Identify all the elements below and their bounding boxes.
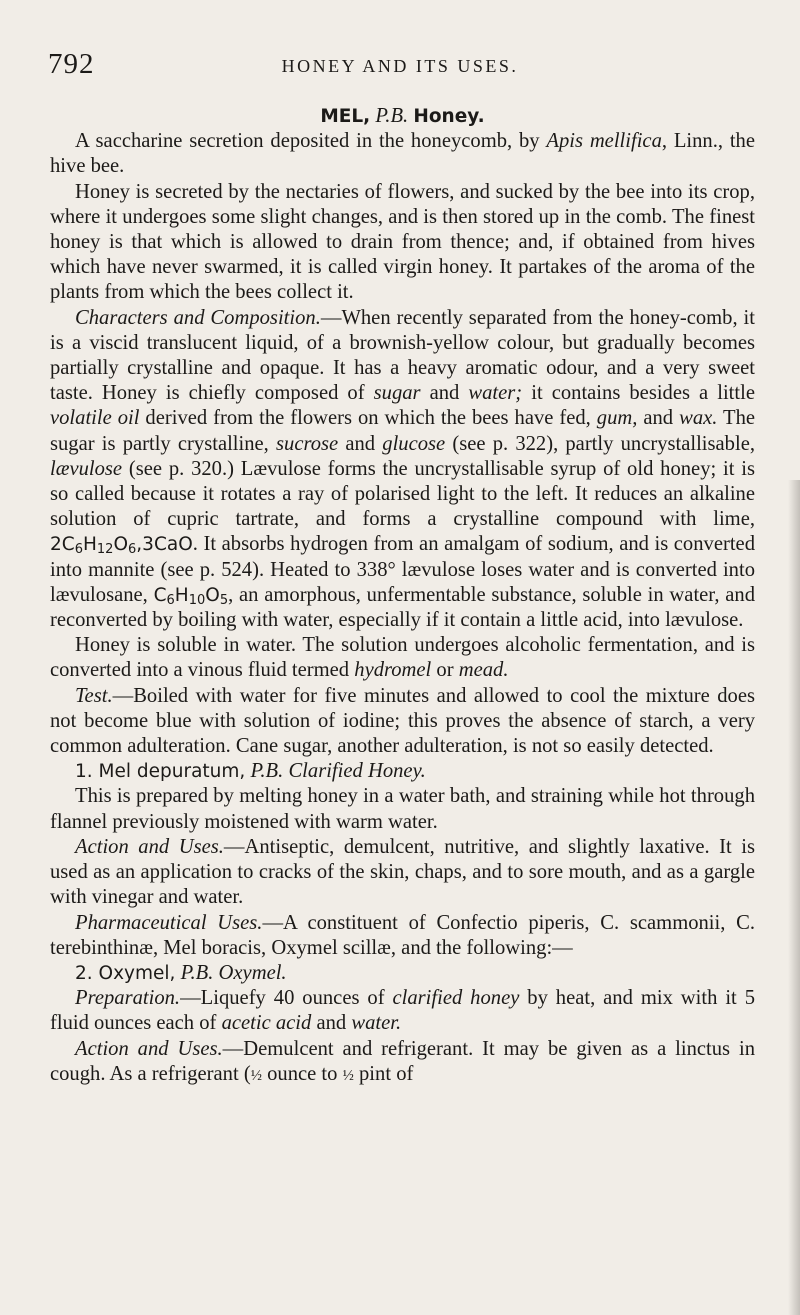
- section-label: Preparation.: [75, 987, 181, 1010]
- paragraph-preparation-clarified: This is prepared by melting honey in a water bath, and straining while hot through flannel previously moistened with warm water.: [50, 785, 755, 833]
- subheading-oxymel: 2. Oxymel, P.B. Oxymel.: [75, 961, 287, 984]
- fraction: ½: [342, 1067, 354, 1084]
- section-label: Action and Uses.: [75, 835, 224, 858]
- paragraph-fermentation: Honey is soluble in water. The solution undergoes alcoholic fermentation, and is converted into a vinous fluid termed hydromel or mead.: [50, 634, 755, 682]
- section-label: Characters and Composition.: [75, 306, 321, 329]
- paragraph-definition: A saccharine secretion deposited in the honeycomb, by Apis mellifica, Linn., the hive bee.: [50, 130, 755, 178]
- running-title: HONEY AND ITS USES.: [281, 56, 519, 76]
- section-label: Pharmaceutical Uses.: [75, 911, 263, 934]
- page-body: [50, 104, 755, 1089]
- formula-compound: $2C_6H_{12}O_6,3CaO$: [50, 534, 193, 558]
- section-label: Action and Uses.: [75, 1037, 223, 1060]
- paragraph-origin: Honey is secreted by the nectaries of flowers, and sucked by the bee into its crop, where it undergoes some slight changes, and is then stored up in the comb. The finest honey is that which is allowed to drain from thence; and, if obtained from hives which have never swarmed, it is called virgin honey. It partakes of the aroma of the plants from which the bees collect it.: [50, 180, 755, 304]
- paragraph-oxymel-preparation: Preparation.—Liquefy 40 ounces of clarified honey by heat, and mix with it 5 fluid ounces each of acetic acid and water.: [50, 987, 755, 1035]
- page-header: [0, 48, 800, 88]
- section-label: Test.: [75, 684, 113, 707]
- entry-english: Honey.: [413, 106, 485, 127]
- paragraph-action-uses: Action and Uses.—Antiseptic, demulcent, nutritive, and slightly laxative. It is used as an application to cracks of the skin, chaps, and to sore mouth, and as a gargle with vinegar and water.: [50, 835, 755, 909]
- entry-heading: [50, 104, 755, 129]
- paragraph-oxymel-action: Action and Uses.—Demulcent and refrigerant. It may be given as a linctus in cough. As a refrigerant (½ ounce to ½ pint of: [50, 1037, 755, 1085]
- entry-abbr: P.B.: [375, 105, 409, 127]
- fraction: ½: [250, 1067, 262, 1084]
- paragraph-test: Test.—Boiled with water for five minutes and allowed to cool the mixture does not become blue with solution of iodine; this proves the absence of starch, a very common adulteration. Cane sugar, another adulteration, is not so easily detected.: [50, 684, 755, 758]
- formula-laevulosane: $C_6H_{10}O_5$: [153, 584, 229, 608]
- page-edge-shadow: [788, 480, 800, 1315]
- paragraph-pharmaceutical-uses: Pharmaceutical Uses.—A constituent of Confectio piperis, C. scammonii, C. terebinthinæ, Mel boracis, Oxymel scillæ, and the following:—: [50, 911, 756, 959]
- entry-name: MEL,: [320, 106, 371, 127]
- paragraph-composition: Characters and Composition.—When recently separated from the honey-comb, it is a viscid translucent liquid, of a brownish-yellow colour, but gradually becomes partially crystalline and opaque. It has a heavy aromatic odour, and a very sweet taste. Honey is chiefly composed of sugar and water; it contains besides a little volatile oil derived from the flowers on which the bees have fed, gum, and wax. The sugar is partly crystalline, sucrose and glucose (see p. 322), partly uncrystallisable, lævulose (see p. 320.) Lævulose forms the uncrystallisable syrup of old honey; it is so called because it rotates a ray of polarised light to the left. It reduces an alkaline solution of cupric tartrate, and forms a crystalline compound with lime, $2C_6H_{12}O_6,3CaO$. It absorbs hydrogen from an amalgam of sodium, and is converted into mannite (see p. 524). Heated to 338° lævulose loses water and is converted into lævulosane, $C_6H_{10}O_5$, an amorphous, unfermentable substance, soluble in water, and reconverted by boiling with water, especially if it contain a little acid, into lævulose.: [50, 306, 756, 632]
- subheading-clarified-honey: 1. Mel depuratum, P.B. Clarified Honey.: [75, 760, 426, 783]
- page-number: 792: [48, 48, 95, 80]
